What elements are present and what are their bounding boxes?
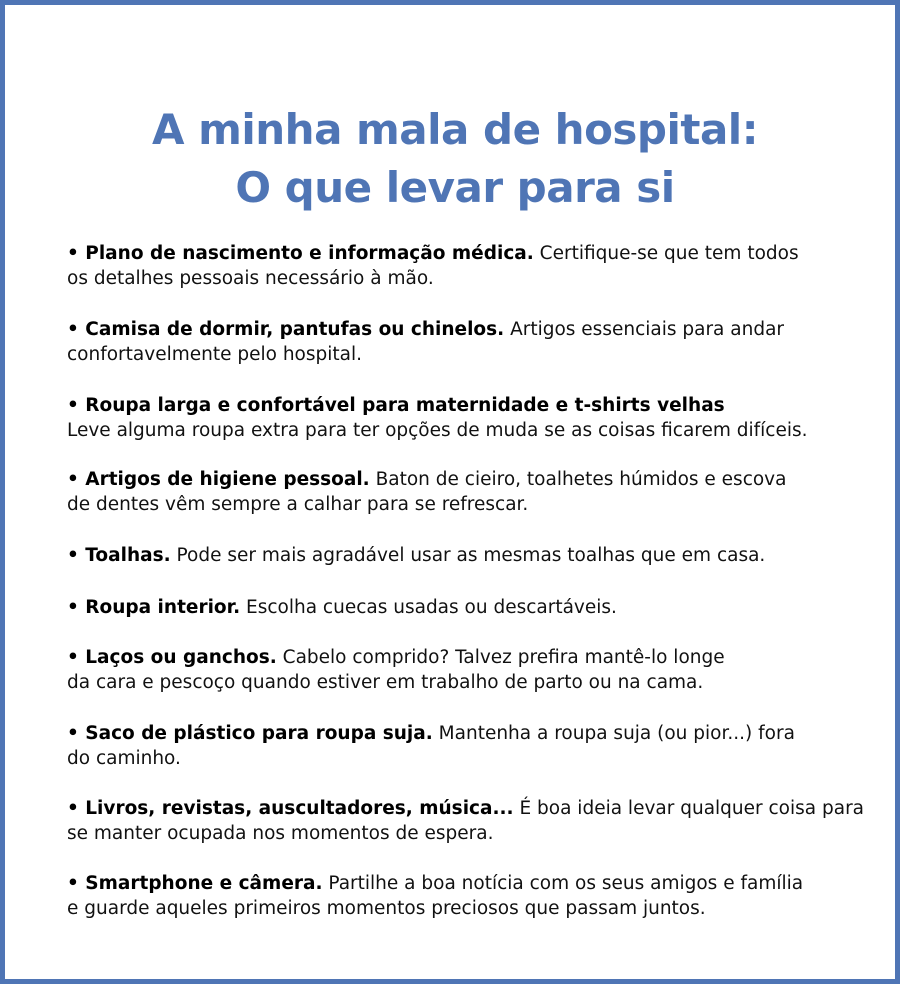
- item-heading: • Toalhas.: [67, 545, 171, 566]
- item-first-line: [67, 871, 867, 896]
- checklist-item-birth-plan: [67, 241, 867, 291]
- item-second-line: do caminho.: [67, 748, 181, 769]
- title-line-1: A minha mala de hospital:: [151, 105, 758, 155]
- item-heading: • Camisa de dormir, pantufas ou chinelos.: [67, 319, 505, 340]
- page-title: [5, 101, 900, 217]
- item-first-line: [67, 543, 867, 568]
- checklist-item-underwear: [67, 595, 867, 620]
- item-first-line: [67, 595, 867, 620]
- checklist-item-smartphone: [67, 871, 867, 921]
- item-first-line: [67, 645, 867, 670]
- item-second-line: de dentes vêm sempre a calhar para se refrescar.: [67, 494, 529, 515]
- item-text: Baton de cieiro, toalhetes húmidos e escova: [369, 469, 787, 490]
- item-first-line: [67, 393, 867, 418]
- checklist-item-hair-ties: [67, 645, 867, 695]
- item-text: Mantenha a roupa suja (ou pior...) fora: [432, 723, 795, 744]
- item-text: Artigos essenciais para andar: [504, 319, 785, 340]
- item-heading: • Artigos de higiene pessoal.: [67, 469, 370, 490]
- checklist-item-nightwear: [67, 317, 867, 367]
- checklist-item-hygiene: [67, 467, 867, 517]
- item-first-line: [67, 317, 867, 342]
- item-heading: • Saco de plástico para roupa suja.: [67, 723, 433, 744]
- checklist-item-entertainment: [67, 796, 867, 846]
- checklist-item-loose-clothes: [67, 393, 867, 443]
- item-heading: • Plano de nascimento e informação médica.: [67, 243, 534, 264]
- title-line-2: O que levar para si: [235, 163, 675, 213]
- item-first-line: [67, 796, 867, 821]
- item-first-line: [67, 467, 867, 492]
- item-text: Pode ser mais agradável usar as mesmas toalhas que em casa.: [170, 545, 766, 566]
- item-heading: • Roupa larga e confortável para maternidade e t-shirts velhas: [67, 395, 725, 416]
- item-heading: • Roupa interior.: [67, 597, 241, 618]
- item-text: Cabelo comprido? Talvez prefira mantê-lo longe: [276, 647, 725, 668]
- item-heading: • Livros, revistas, auscultadores, música...: [67, 798, 514, 819]
- item-second-line: Leve alguma roupa extra para ter opções de muda se as coisas ficarem difíceis.: [67, 420, 808, 441]
- item-second-line: os detalhes pessoais necessário à mão.: [67, 268, 434, 289]
- item-second-line: e guarde aqueles primeiros momentos preciosos que passam juntos.: [67, 898, 706, 919]
- item-second-line: da cara e pescoço quando estiver em trabalho de parto ou na cama.: [67, 672, 704, 693]
- item-first-line: [67, 241, 867, 266]
- item-second-line: se manter ocupada nos momentos de espera.: [67, 823, 494, 844]
- checklist-item-laundry-bag: [67, 721, 867, 771]
- item-text: Partilhe a boa notícia com os seus amigos e família: [322, 873, 804, 894]
- item-heading: • Laços ou ganchos.: [67, 647, 277, 668]
- item-text: Escolha cuecas usadas ou descartáveis.: [240, 597, 617, 618]
- checklist-item-towels: [67, 543, 867, 568]
- item-first-line: [67, 721, 867, 746]
- item-text: Certifique-se que tem todos: [533, 243, 799, 264]
- item-text: É boa ideia levar qualquer coisa para: [513, 798, 865, 819]
- item-second-line: confortavelmente pelo hospital.: [67, 344, 362, 365]
- item-heading: • Smartphone e câmera.: [67, 873, 323, 894]
